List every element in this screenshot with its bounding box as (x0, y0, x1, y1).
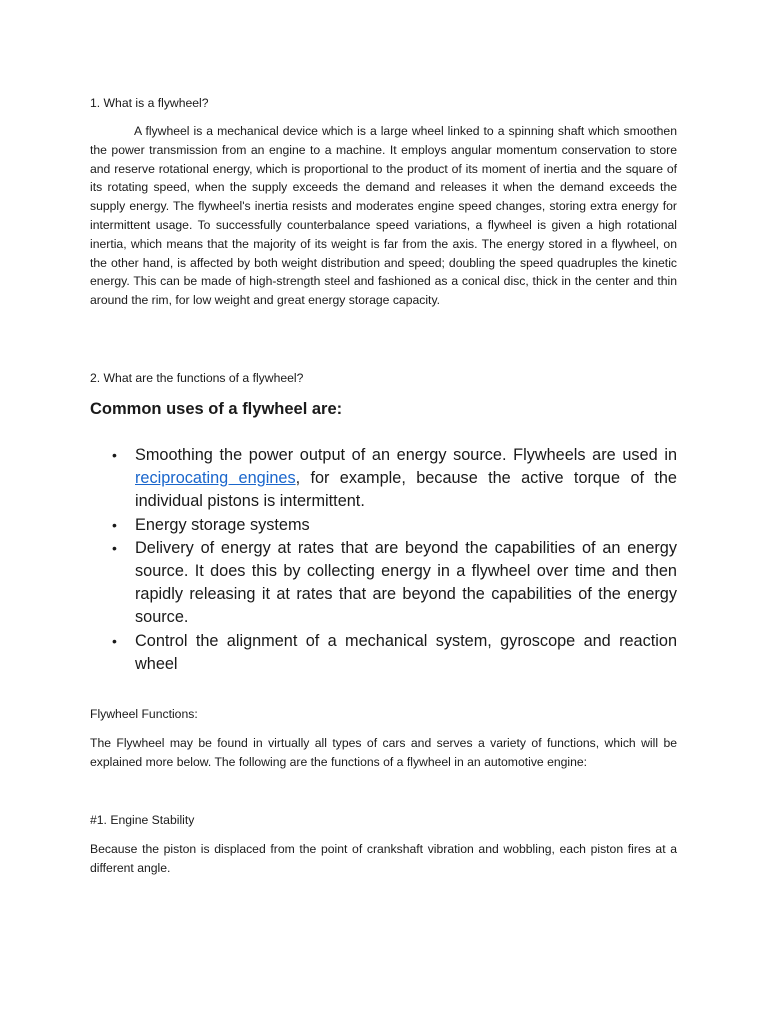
flywheel-functions-paragraph: The Flywheel may be found in virtually all types of cars and serves a variety of functions, which will be explained more below. The following are the functions of a flywheel in an automotive engine: (90, 736, 677, 769)
list-item-text: Delivery of energy at rates that are beyond the capabilities of an energy source. It does this by collecting energy in a flywheel over time and then rapidly releasing it at rates that are beyond the capabilities of the energy source. (135, 538, 677, 627)
list-item (90, 444, 677, 514)
question-1-heading: 1. What is a flywheel? (90, 96, 209, 110)
list-item (90, 537, 677, 630)
bullet-icon: • (112, 632, 117, 649)
bullet-icon: • (112, 447, 117, 463)
engine-stability-paragraph: Because the piston is displaced from the point of crankshaft vibration and wobbling, each piston fires at a different angle. (90, 842, 677, 875)
common-uses-heading: Common uses of a flywheel are: (90, 400, 343, 418)
list-item (90, 514, 677, 537)
list-item (90, 630, 677, 676)
flywheel-functions-heading: Flywheel Functions: (90, 707, 198, 721)
bullet-icon: • (112, 516, 117, 533)
list-item-text: Control the alignment of a mechanical system, gyroscope and reaction wheel (135, 631, 677, 673)
engine-stability-heading: #1. Engine Stability (90, 813, 195, 827)
list-item-text: Smoothing the power output of an energy source. Flywheels are used in (135, 446, 677, 464)
list-item-text: Energy storage systems (135, 515, 310, 534)
uses-list (90, 444, 677, 676)
reciprocating-engines-link[interactable]: reciprocating engines (135, 469, 296, 488)
question-2-heading: 2. What are the functions of a flywheel? (90, 371, 304, 385)
list-item-text: , for example, because the active torque of the individual pistons is intermittent. (135, 469, 677, 511)
flywheel-definition-paragraph: A flywheel is a mechanical device which is a large wheel linked to a spinning shaft which smoothen the power transmission from an engine to a machine. It employs angular momentum conservation to store and reserve rotational energy, which is proportional to the product of its moment of inertia and the square of its rotating speed, when the supply exceeds the demand and releases it when the demand exceeds the supply energy. The flywheel's inertia resists and moderates engine speed changes, storing extra energy for intermittent usage. To successfully counterbalance speed variations, a flywheel is given a high rotational inertia, which means that the majority of its weight is far from the axis. The energy stored in a flywheel, on the other hand, is affected by both weight distribution and speed; doubling the speed quadruples the kinetic energy. This can be made of high-strength steel and fashioned as a conical disc, thick in the center and thin around the rim, for low weight and great energy storage capacity. (90, 124, 677, 308)
bullet-icon: • (112, 539, 117, 556)
